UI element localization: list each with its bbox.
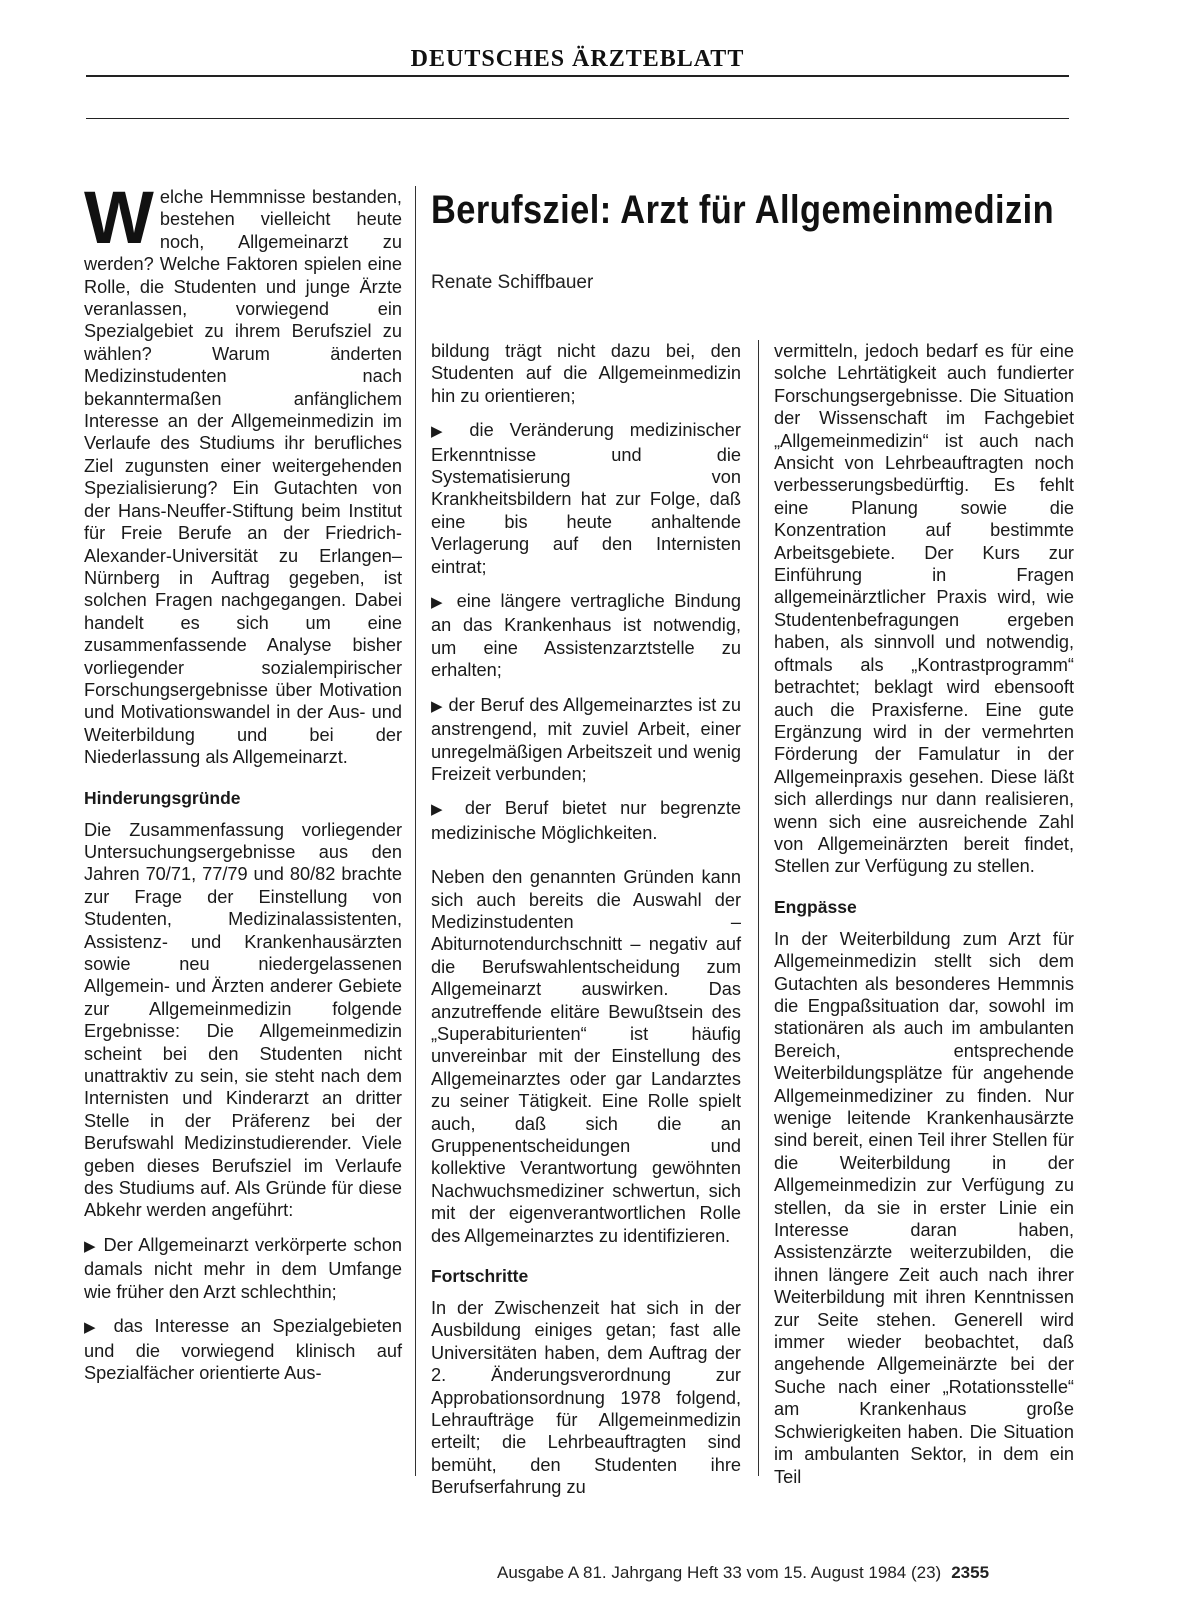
page-number: 2355 xyxy=(951,1563,990,1582)
header-rule xyxy=(86,118,1069,119)
paragraph: Neben den genannten Gründen kann sich auch bereits die Auswahl der Medizinstudenten – Abiturnotendurchschnitt – negativ auf die Berufswahlentscheidung zum Allgemeinarzt auswirken. Das anzutreffende elitäre Bewußtsein des „Superabiturienten“ ist häufig unvereinbar mit der Einstellung des Allgemeinarztes oder gar Landarztes zu seiner Tätigkeit. Eine Rolle spielt auch, daß sich die an Gruppenentscheidungen und kollektive Verantwortung gewöhnten Nachwuchsmediziner schwertun, sich mit der eigenverantwortlichen Rolle des Allgemeinarztes zu identifizieren. xyxy=(431,867,741,1246)
intro-paragraph: Welche Hemmnisse bestanden, bestehen vielleicht heute noch, Allgemeinarzt zu werden? Welche Faktoren spielen eine Rolle, die Studenten und junge Ärzte veranlassen, vorwiegend ein Spezialgebiet zu ihrem Berufsziel zu wählen? Warum änderten Medizinstudenten nach bekanntermaßen anfänglichem Interesse an der Allgemeinmedizin im Verlaufe des Studiums ihr berufliches Ziel zugunsten einer weitergehenden Spezialisierung? Ein Gutachten von der Hans-Neuffer-Stiftung beim Institut für Freie Berufe an der Friedrich-Alexander-Universität zu Erlangen–Nürnberg in Auftrag gegeben, ist solchen Fragen nachgegangen. Dabei handelt es sich um eine zusammenfassende Analyse bisher vorliegender sozialempirischer Forschungsergebnisse über Motivation und Motivationswandel in der Aus- und Weiterbildung und bei der Niederlassung als Allgemeinarzt. xyxy=(84,176,402,768)
masthead-rule xyxy=(86,75,1069,77)
issue-info: Ausgabe A 81. Jahrgang Heft 33 vom 15. August 1984 (23) xyxy=(497,1563,942,1582)
author: Renate Schiffbauer xyxy=(431,272,594,293)
masthead: DEUTSCHES ÄRZTEBLATT xyxy=(410,46,745,72)
triangle-bullet-icon: ▶ xyxy=(431,801,452,819)
triangle-bullet-icon: ▶ xyxy=(431,697,443,715)
footer xyxy=(497,1563,1077,1583)
column-2 xyxy=(431,340,741,1511)
section-heading-hinderungsgruende: Hinderungsgründe xyxy=(84,787,241,808)
section-heading-engpaesse: Engpässe xyxy=(774,896,857,917)
paragraph: Die Zusammenfassung vorliegender Untersuchungsergebnisse aus den Jahren 70/71, 77/79 und 80/82 brachte zur Frage der Einstellung von Studenten, Medizinalassistenten, Assistenz- und Krankenhausärzten sowie neu niedergelassenen Allgemein- und Ärzten anderer Gebiete zur Allgemeinmedizin folgende Ergebnisse: Die Allgemeinmedizin scheint bei den Studenten nicht unattraktiv zu sein, sie steht nach dem Internisten und Kinderarzt an dritter Stelle in der Präferenz bei der Berufswahl Medizinstudierender. Viele geben dieses Berufsziel im Verlaufe des Studiums auf. Als Gründe für diese Abkehr werden angeführt: xyxy=(84,819,402,1221)
paragraph: vermitteln, jedoch bedarf es für eine solche Lehrtätigkeit auch fundierter Forschungsergebnisse. Die Situation der Wissenschaft im Fachgebiet „Allgemeinmedizin“ ist auch nach Ansicht von Lehrbeauftragten noch verbesserungsbedürftig. Es fehlt eine Planung sowie die Konzentration auf bestimmte Arbeitsgebiete. Der Kurs zur Einführung in Fragen allgemeinärztlicher Praxis wird, wie Studentenbefragungen ergeben haben, als sinnvoll und notwendig, oftmals als „Kontrastprogramm“ betrachtet; beklagt wird ebensooft auch die Praxisferne. Eine gute Ergänzung wird in der vermehrten Förderung der Famulatur in der Allgemeinpraxis gesehen. Diese läßt sich allerdings nur dann realisieren, wenn sich eine ausreichende Zahl von Allgemeinärzten bereit findet, Stellen zur Verfügung zu stellen. xyxy=(774,341,1074,877)
section-heading-fortschritte: Fortschritte xyxy=(431,1266,529,1287)
article-title: Berufsziel: Arzt für Allgemeinmedizin xyxy=(431,188,1055,232)
paragraph: bildung trägt nicht dazu bei, den Studenten auf die Allgemeinmedizin hin zu orientieren; xyxy=(431,341,741,406)
bullet-item: ▶ Der Allgemeinarzt verkörperte schon damals nicht mehr in dem Umfange wie früher den Arzt schlechthin; xyxy=(84,1234,402,1302)
column-3 xyxy=(774,340,1074,1500)
column-1 xyxy=(84,176,402,1396)
bullet-item: ▶ das Interesse an Spezialgebieten und die vorwiegend klinisch auf Spezialfächer orientierte Aus- xyxy=(84,1316,402,1383)
triangle-bullet-icon: ▶ xyxy=(431,423,454,441)
column-divider-1 xyxy=(415,186,416,1476)
bullet-item: ▶ der Beruf bietet nur begrenzte medizinische Möglichkeiten. xyxy=(431,798,741,843)
column-divider-2 xyxy=(758,340,759,1476)
triangle-bullet-icon: ▶ xyxy=(431,594,448,612)
bullet-item: ▶ eine längere vertragliche Bindung an das Krankenhaus ist notwendig, um eine Assistenzarztstelle zu erhalten; xyxy=(431,591,741,681)
bullet-item: ▶ die Veränderung medizinischer Erkenntnisse und die Systematisierung von Krankheitsbildern hat zur Folge, daß eine bis heute anhaltende Verlagerung auf den Internisten eintrat; xyxy=(431,420,741,577)
drop-cap: W xyxy=(84,176,154,259)
paragraph: In der Zwischenzeit hat sich in der Ausbildung einiges getan; fast alle Universitäten haben, dem Auftrag der 2. Änderungsverordnung zur Approbationsordnung 1978 folgend, Lehraufträge für Allgemeinmedizin erteilt; die Lehrbeauftragten sind bemüht, den Studenten ihre Berufserfahrung zu xyxy=(431,1298,741,1498)
triangle-bullet-icon: ▶ xyxy=(84,1319,103,1337)
bullet-item: ▶ der Beruf des Allgemeinarztes ist zu anstrengend, mit zuviel Arbeit, einer unregelmäßigen Arbeitszeit und wenig Freizeit verbunden; xyxy=(431,694,741,784)
triangle-bullet-icon: ▶ xyxy=(84,1237,97,1255)
paragraph: In der Weiterbildung zum Arzt für Allgemeinmedizin stellt sich dem Gutachten als besonderes Hemmnis die Engpaßsituation dar, sowohl im stationären als auch im ambulanten Bereich, entsprechende Weiterbildungsplätze für angehende Allgemeinmediziner zu finden. Nur wenige leitende Krankenhausärzte sind bereit, einen Teil ihrer Stellen für die Weiterbildung in der Allgemeinmedizin zur Verfügung zu stellen, da sie in erster Linie ein Interesse daran haben, Assistenzärzte weiterzubilden, die ihnen längere Zeit auch nach ihrer Weiterbildung mit ihren Kenntnissen zur Seite stehen. Generell wird immer wieder beobachtet, daß angehende Allgemeinärzte bei der Suche nach einer „Rotationsstelle“ am Krankenhaus große Schwierigkeiten haben. Die Situation im ambulanten Sektor, in dem ein Teil xyxy=(774,928,1074,1487)
